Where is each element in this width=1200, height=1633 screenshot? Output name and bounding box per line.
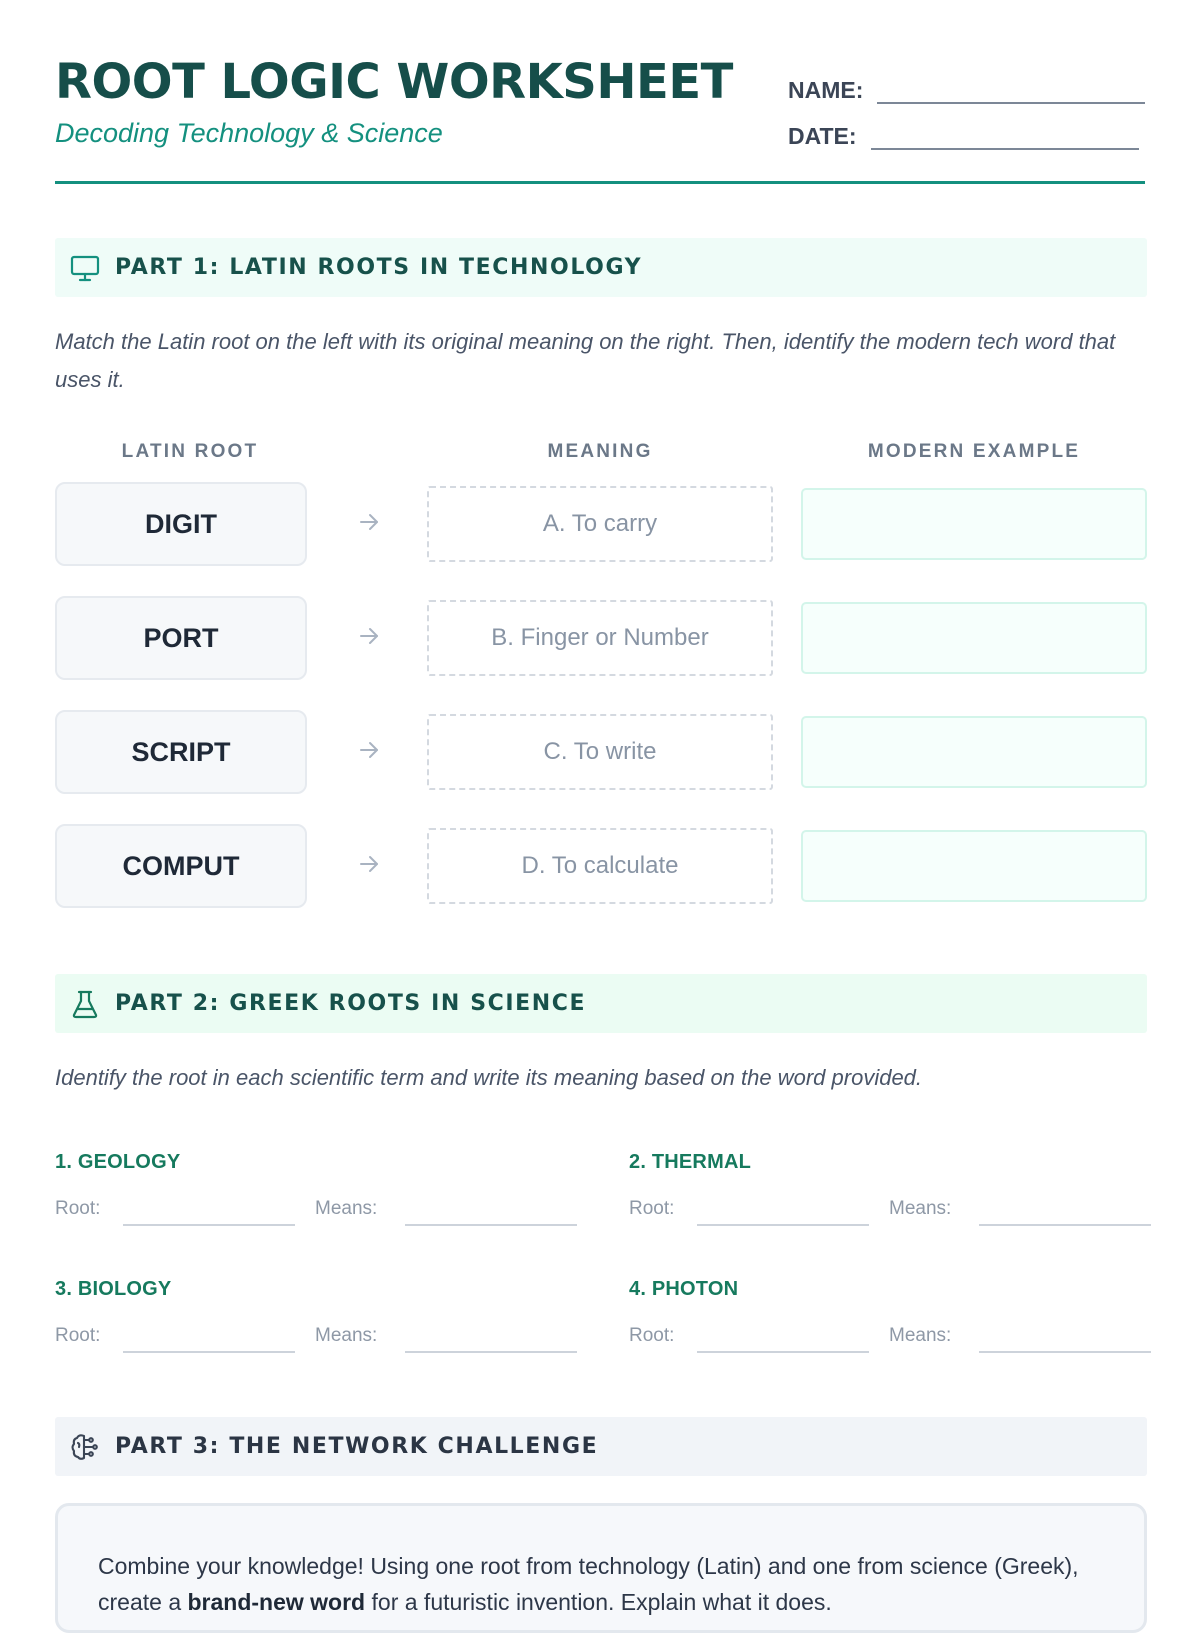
match-row xyxy=(55,710,1147,794)
challenge-text-outro: for a futuristic invention. Explain what it does. xyxy=(365,1589,832,1615)
means-input[interactable] xyxy=(979,1351,1151,1353)
term-label: 1. GEOLOGY xyxy=(55,1151,181,1173)
column-header-meaning: MEANING xyxy=(547,441,653,462)
root-label: Root: xyxy=(629,1198,675,1219)
term-label: 2. THERMAL xyxy=(629,1151,751,1173)
part1-title: PART 1: LATIN ROOTS IN TECHNOLOGY xyxy=(115,255,643,280)
column-header-latin-root: LATIN ROOT xyxy=(121,441,259,462)
term-fields xyxy=(55,1194,578,1226)
root-label: Root: xyxy=(629,1325,675,1346)
page-subtitle: Decoding Technology & Science xyxy=(55,118,443,148)
term-label: 4. PHOTON xyxy=(629,1278,739,1300)
part1-instruction: Match the Latin root on the left with its original meaning on the right. Then, identify the modern tech word that uses it. xyxy=(55,329,1116,392)
term-fields xyxy=(629,1321,1152,1353)
root-card[interactable]: DIGIT xyxy=(55,482,307,566)
root-input[interactable] xyxy=(123,1224,295,1226)
means-label: Means: xyxy=(315,1325,378,1346)
arrow-right-icon xyxy=(355,736,383,764)
arrow-right-icon xyxy=(355,508,383,536)
part2-title: PART 2: GREEK ROOTS IN SCIENCE xyxy=(115,991,587,1016)
name-label: NAME: xyxy=(788,77,864,103)
modern-example-field[interactable] xyxy=(801,716,1147,788)
modern-example-field[interactable] xyxy=(801,488,1147,560)
means-label: Means: xyxy=(889,1325,952,1346)
meaning-card[interactable]: B. Finger or Number xyxy=(427,600,773,676)
term-item xyxy=(55,1278,578,1353)
worksheet-header xyxy=(55,0,1145,184)
root-input[interactable] xyxy=(697,1351,869,1353)
part3-title: PART 3: THE NETWORK CHALLENGE xyxy=(115,1434,599,1459)
date-row xyxy=(788,122,1139,150)
brain-circuit-icon xyxy=(69,1431,101,1463)
modern-example-field[interactable] xyxy=(801,602,1147,674)
root-input[interactable] xyxy=(697,1224,869,1226)
challenge-card xyxy=(55,1503,1147,1633)
meaning-card[interactable]: D. To calculate xyxy=(427,828,773,904)
monitor-icon xyxy=(69,252,101,284)
term-fields xyxy=(629,1194,1152,1226)
means-label: Means: xyxy=(889,1198,952,1219)
match-row xyxy=(55,596,1147,680)
means-label: Means: xyxy=(315,1198,378,1219)
challenge-text-intro: Combine your knowledge! Using one root from technology (Latin) and one from science (Greek), create a xyxy=(98,1553,1079,1615)
arrow-right-icon xyxy=(355,850,383,878)
meaning-card[interactable]: C. To write xyxy=(427,714,773,790)
means-input[interactable] xyxy=(979,1224,1151,1226)
match-row xyxy=(55,824,1147,908)
part1-header xyxy=(55,238,1147,297)
term-item xyxy=(55,1151,578,1226)
match-row xyxy=(55,482,1147,566)
column-header-modern-example: MODERN EXAMPLE xyxy=(867,441,1081,462)
challenge-text-emphasis: brand-new word xyxy=(187,1589,366,1615)
name-field[interactable] xyxy=(877,78,1145,104)
flask-icon xyxy=(69,988,101,1020)
term-item xyxy=(629,1278,1152,1353)
root-card[interactable]: PORT xyxy=(55,596,307,680)
date-label: DATE: xyxy=(788,123,857,149)
term-item xyxy=(629,1151,1152,1226)
modern-example-field[interactable] xyxy=(801,830,1147,902)
term-label: 3. BIOLOGY xyxy=(55,1278,172,1300)
part2-instruction: Identify the root in each scientific term and write its meaning based on the word provided. xyxy=(55,1065,923,1090)
page-title: ROOT LOGIC WORKSHEET xyxy=(55,54,733,110)
challenge-text xyxy=(98,1548,1104,1620)
date-field[interactable] xyxy=(871,124,1139,150)
root-card[interactable]: SCRIPT xyxy=(55,710,307,794)
name-row xyxy=(788,76,1145,104)
part3-header xyxy=(55,1417,1147,1476)
arrow-right-icon xyxy=(355,622,383,650)
meaning-card[interactable]: A. To carry xyxy=(427,486,773,562)
root-card[interactable]: COMPUT xyxy=(55,824,307,908)
root-label: Root: xyxy=(55,1325,101,1346)
term-fields xyxy=(55,1321,578,1353)
root-label: Root: xyxy=(55,1198,101,1219)
means-input[interactable] xyxy=(405,1351,577,1353)
root-input[interactable] xyxy=(123,1351,295,1353)
part2-header xyxy=(55,974,1147,1033)
means-input[interactable] xyxy=(405,1224,577,1226)
